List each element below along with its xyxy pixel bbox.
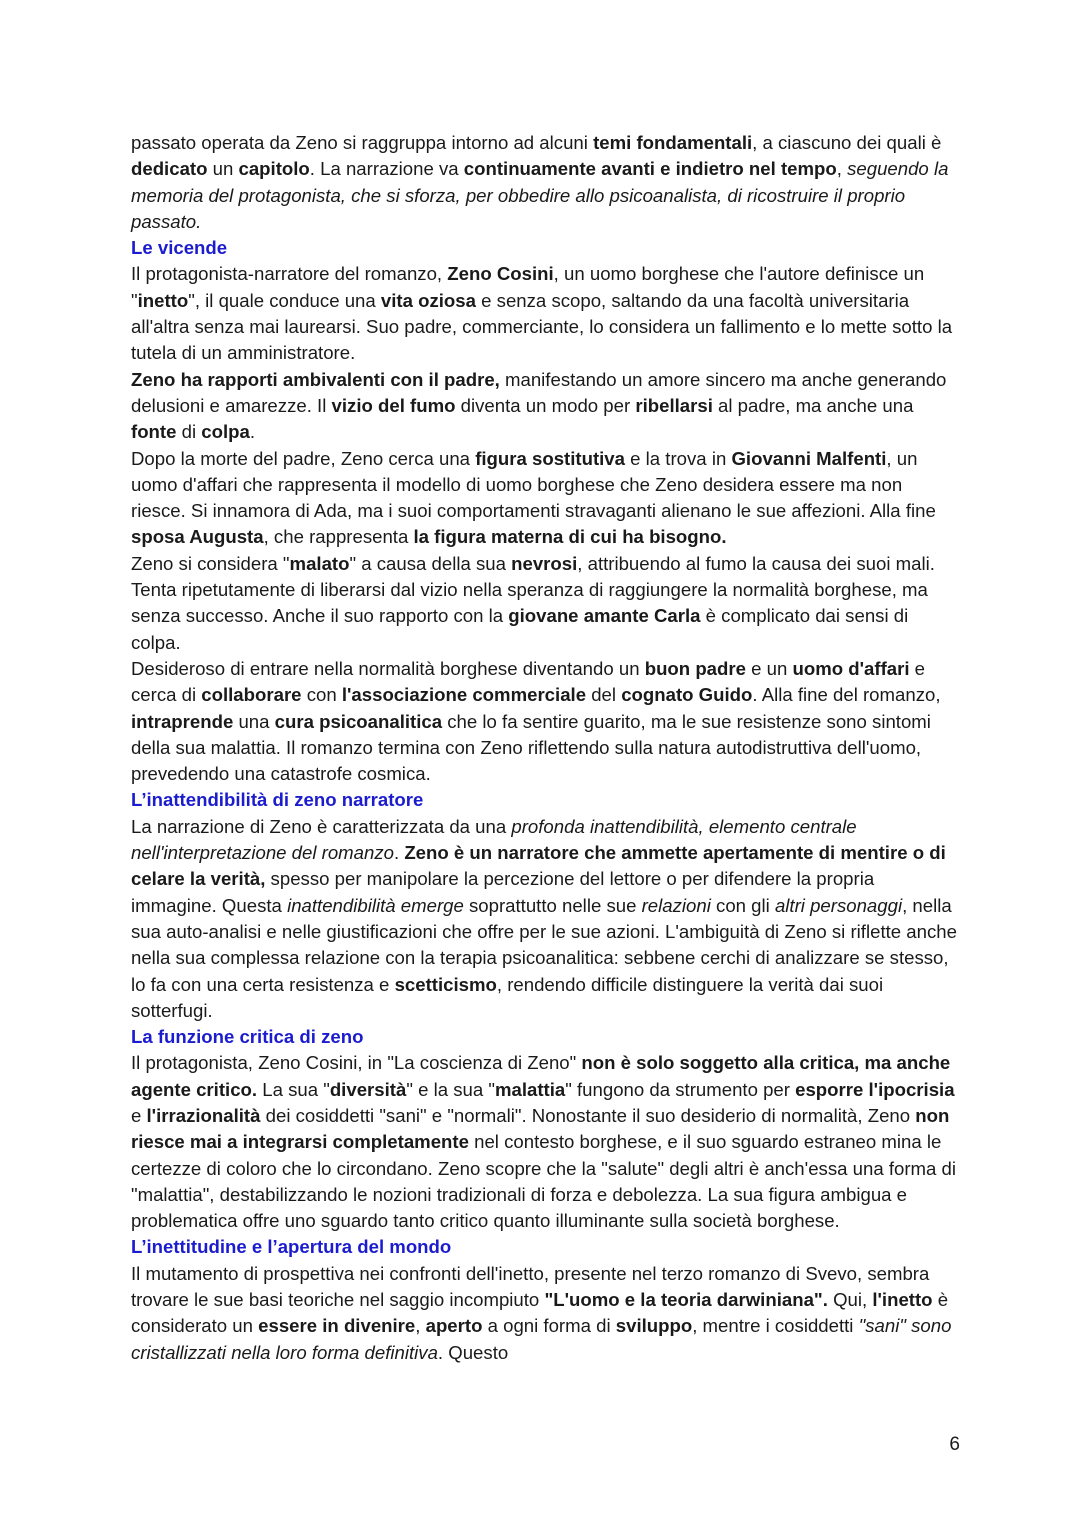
paragraph-inettitudine: Il mutamento di prospettiva nei confronti dell'inetto, presente nel terzo romanzo di Svevo, sembra trovare le sue basi teoriche nel saggio incompiuto "L'uomo e la teoria darwiniana". Qui, l'inetto è considerato un essere in divenire, aperto a ogni forma di sviluppo, mentre i cosiddetti "sani" sono cristallizzati nella loro forma definitiva. Questo [131,1262,952,1363]
paragraph-malfenti: Dopo la morte del padre, Zeno cerca una figura sostitutiva e la trova in Giovanni Malfenti, un uomo d'affari che rappresenta il modello di uomo borghese che Zeno desidera essere ma non riesce. Si innamora di Ada, ma i suoi comportamenti stravaganti alienano le sue affezioni. Alla fine sposa Augusta, che rappresenta la figura materna di cui ha bisogno. [131,447,936,548]
heading-inattendibilita: L’inattendibilità di zeno narratore [131,789,424,811]
paragraph-rapporto-padre: Zeno ha rapporti ambivalenti con il padre, manifestando un amore sincero ma anche generando delusioni e amarezze. Il vizio del fumo diventa un modo per ribellarsi al padre, ma anche una fonte di colpa. [131,368,947,443]
document-body [131,130,961,1366]
paragraph-malato: Zeno si considera "malato" a causa della sua nevrosi, attribuendo al fumo la causa dei suoi mali. Tenta ripetutamente di liberarsi dal vizio nella speranza di raggiungere la normalità borghese, ma senza successo. Anche il suo rapporto con la giovane amante Carla è complicato dai sensi di colpa. [131,552,935,653]
paragraph-intro: passato operata da Zeno si raggruppa intorno ad alcuni temi fondamentali, a ciascuno dei quali è dedicato un capitolo. La narrazione va continuamente avanti e indietro nel tempo, seguendo la memoria del protagonista, che si sforza, per obbedire allo psicoanalista, di ricostruire il proprio passato. [131,132,949,232]
paragraph-desideroso: Desideroso di entrare nella normalità borghese diventando un buon padre e un uomo d'affari e cerca di collaborare con l'associazione commerciale del cognato Guido. Alla fine del romanzo, intraprende una cura psicoanalitica che lo fa sentire guarito, ma le sue resistenze sono sintomi della sua malattia. Il romanzo termina con Zeno riflettendo sulla natura autodistruttiva dell'uomo, prevedendo una catastrofe cosmica. [131,657,941,785]
paragraph-protagonista: Il protagonista-narratore del romanzo, Zeno Cosini, un uomo borghese che l'autore definisce un "inetto", il quale conduce una vita oziosa e senza scopo, saltando da una facoltà universitaria all'altra senza mai laurearsi. Suo padre, commerciante, lo considera un fallimento e lo mette sotto la tutela di un amministratore. [131,263,953,364]
heading-le-vicende: Le vicende [131,237,228,259]
paragraph-funzione-critica: Il protagonista, Zeno Cosini, in "La coscienza di Zeno" non è solo soggetto alla critica, ma anche agente critico. La sua "diversità" e la sua "malattia" fungono da strumento per esporre l'ipocrisia e l'irrazionalità dei cosiddetti "sani" e "normali". Nonostante il suo desiderio di normalità, Zeno non riesce mai a integrarsi completamente nel contesto borghese, e il suo sguardo estraneo mina le certezze di coloro che lo circondano. Zeno scopre che la "salute" degli altri è anch'essa una forma di "malattia", destabilizzando le nozioni tradizionali di forza e debolezza. La sua figura ambigua e problematica offre uno sguardo tanto critico quanto illuminante sulla società borghese. [131,1052,956,1232]
page-number: 6 [949,1434,960,1455]
heading-inettitudine: L’inettitudine e l’apertura del mondo [131,1236,452,1258]
heading-funzione-critica: La funzione critica di zeno [131,1026,364,1048]
paragraph-inattendibilita: La narrazione di Zeno è caratterizzata da una profonda inattendibilità, elemento centrale nell'interpretazione del romanzo. Zeno è un narratore che ammette apertamente di mentire o di celare la verità, spesso per manipolare la percezione del lettore o per difendere la propria immagine. Questa inattendibilità emerge soprattutto nelle sue relazioni con gli altri personaggi, nella sua auto-analisi e nelle giustificazioni che offre per le sue azioni. L'ambiguità di Zeno si riflette anche nella sua complessa relazione con la terapia psicoanalitica: sebbene cerchi di analizzare se stesso, lo fa con una certa resistenza e scetticismo, rendendo difficile distinguere la verità dai suoi sotterfugi. [131,815,957,1021]
